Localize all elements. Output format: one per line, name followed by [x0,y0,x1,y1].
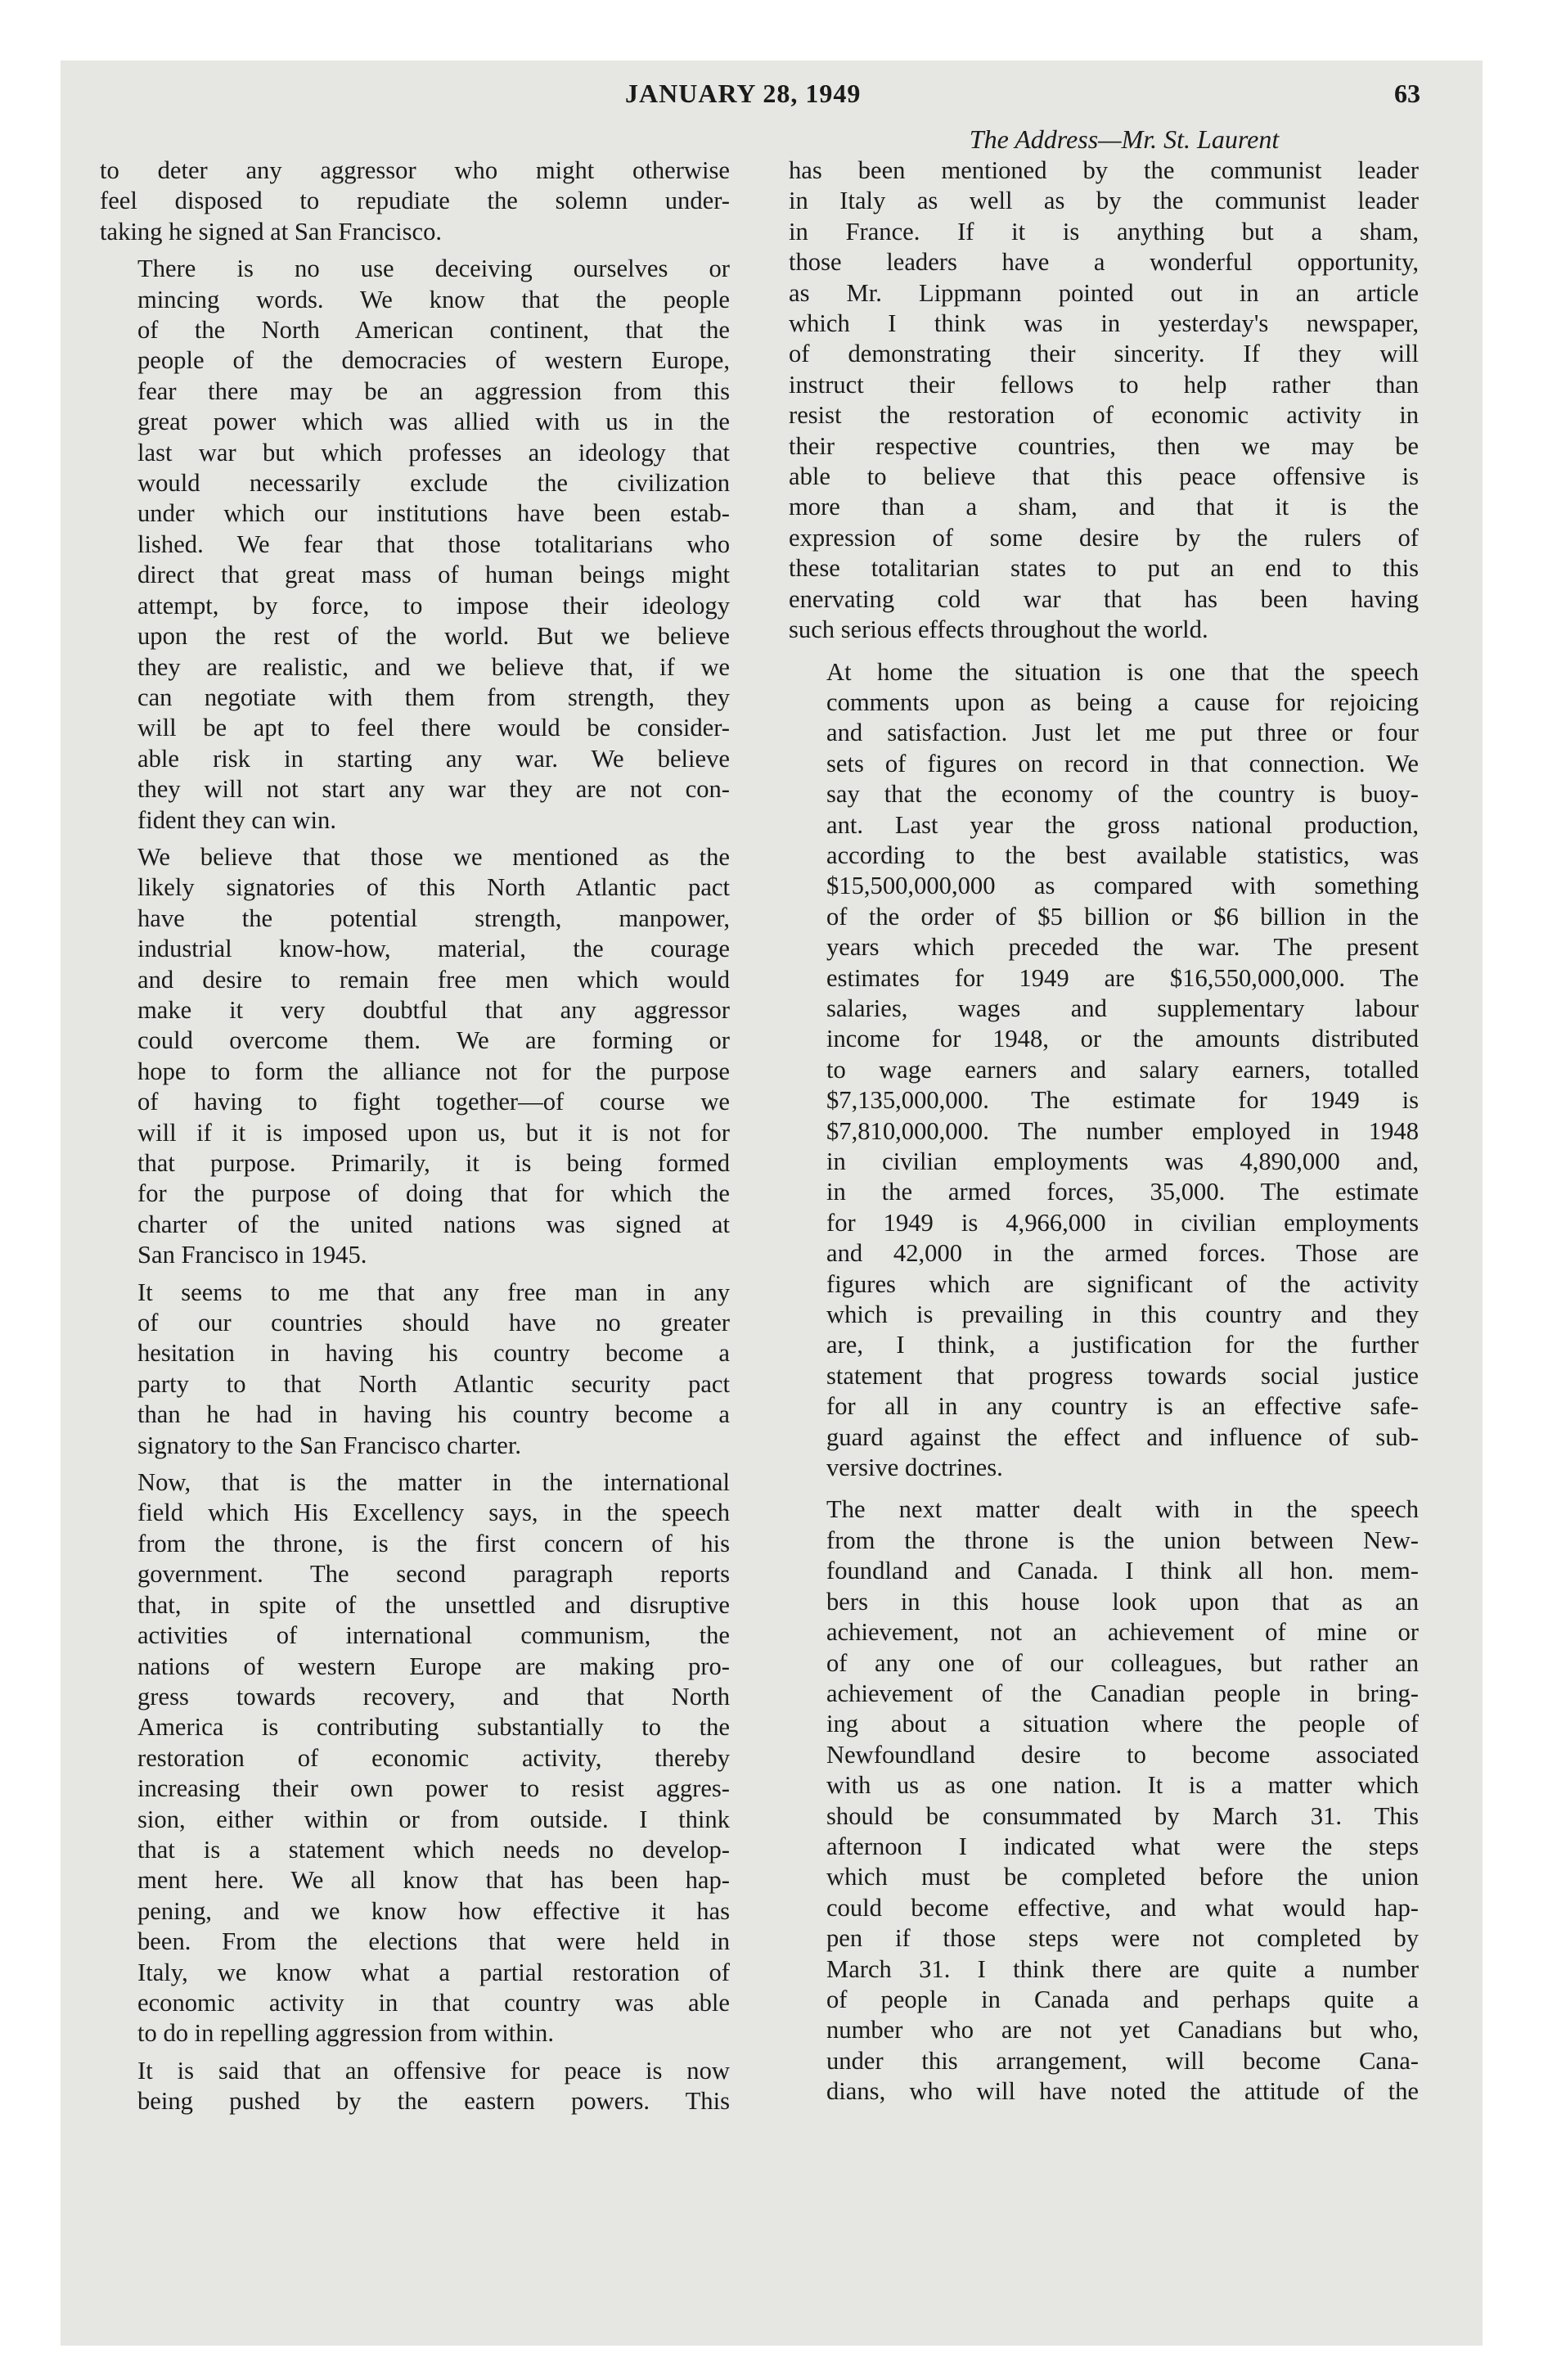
text-line: comments upon as being a cause for rejoicing [826,687,1419,716]
text-line: to wage earners and salary earners, totalled [826,1055,1419,1084]
text-line: can negotiate with them from strength, they [137,683,730,711]
text-line: to deter any aggressor who might otherwise [100,156,730,184]
text-line: industrial know-how, material, the courage [137,935,730,963]
text-line: attempt, by force, to impose their ideology [137,591,730,620]
text-line: say that the economy of the country is buoy- [826,780,1419,809]
text-line: last war but which professes an ideology that [137,438,730,467]
text-line: pening, and we know how effective it has [137,1896,730,1925]
text-line: increasing their own power to resist aggres- [137,1774,730,1803]
text-line: from the throne is the union between New- [826,1526,1419,1554]
text-line: according to the best available statistics, was [826,841,1419,869]
text-line: to do in repelling aggression from within. [137,2019,554,2048]
text-line: Now, that is the matter in the international [137,1468,730,1497]
text-line: under this arrangement, will become Cana- [826,2046,1419,2075]
text-line: sion, either within or from outside. I think [137,1805,730,1833]
text-line: of any one of our colleagues, but rather an [826,1648,1419,1677]
text-line: field which His Excellency says, in the speech [137,1499,730,1527]
text-line: in civilian employments was 4,890,000 and, [826,1147,1419,1175]
text-line: It seems to me that any free man in any [137,1278,730,1306]
text-line: could become effective, and what would hap- [826,1893,1419,1922]
text-line: nations of western Europe are making pro- [137,1652,730,1680]
page-number: 63 [1394,79,1420,108]
text-line: able risk in starting any war. We believe [137,744,730,773]
text-line: will if it is imposed upon us, but it is not for [137,1118,730,1147]
text-line: of our countries should have no greater [137,1309,730,1337]
text-line: lished. We fear that those totalitarians who [137,530,730,558]
text-line: income for 1948, or the amounts distributed [826,1025,1419,1053]
text-line: bers in this house look upon that as an [826,1587,1419,1616]
text-line: It is said that an offensive for peace is now [137,2056,730,2085]
section-heading: The Address—Mr. St. Laurent [969,124,1280,154]
text-line: afternoon I indicated what were the steps [826,1832,1419,1860]
paragraph [100,1467,730,2049]
text-line: likely signatories of this North Atlantic pact [137,873,730,902]
text-line: $15,500,000,000 as compared with something [826,872,1419,900]
text-line: dians, who will have noted the attitude of the [826,2077,1419,2106]
text-line: mincing words. We know that the people [137,285,730,313]
text-line: years which preceded the war. The present [826,933,1419,962]
text-line: fident they can win. [137,805,336,834]
paragraph [100,2056,730,2117]
text-line: Italy, we know what a partial restoration of [137,1958,730,1986]
text-line: with us as one nation. It is a matter which [826,1771,1419,1800]
text-line: their respective countries, then we may be [789,431,1419,460]
text-line: would necessarily exclude the civilization [137,469,730,498]
text-line: versive doctrines. [826,1454,1003,1482]
text-line: more than a sham, and that it is the [789,493,1419,521]
text-line: from the throne, is the first concern of his [137,1529,730,1557]
paragraph [789,1494,1419,2107]
text-line: should be consummated by March 31. This [826,1801,1419,1830]
text-line: fear there may be an aggression from this [137,376,730,405]
text-line: are, I think, a justification for the further [826,1331,1419,1359]
text-line: number who are not yet Canadians but who, [826,2016,1419,2044]
text-line: achievement of the Canadian people in bring- [826,1679,1419,1707]
text-line: Newfoundland desire to become associated [826,1740,1419,1769]
text-line: At home the situation is one that the speech [826,657,1419,686]
text-line: they will not start any war they are not con- [137,775,730,804]
running-head-date: JANUARY 28, 1949 [625,79,862,108]
text-line: taking he signed at San Francisco. [100,217,443,246]
text-line: for all in any country is an effective safe- [826,1392,1419,1421]
text-line: that, in spite of the unsettled and disruptive [137,1590,730,1619]
text-line: of the North American continent, that the [137,316,730,345]
text-line: ant. Last year the gross national production, [826,810,1419,839]
text-line: and 42,000 in the armed forces. Those are [826,1239,1419,1268]
text-line: activities of international communism, the [137,1621,730,1650]
paragraph [789,156,1419,646]
text-line: and desire to remain free men which would [137,965,730,994]
text-line: statement that progress towards social justice [826,1361,1419,1390]
text-line: these totalitarian states to put an end to this [789,554,1419,583]
text-line: ment here. We all know that has been hap- [137,1866,730,1895]
text-line: which I think was in yesterday's newspaper, [789,309,1419,338]
paragraph [100,156,730,247]
text-line: as Mr. Lippmann pointed out in an article [789,278,1419,307]
text-line: sets of figures on record in that connection. We [826,749,1419,778]
text-line: has been mentioned by the communist leader [789,156,1419,184]
text-line: which must be completed before the union [826,1863,1419,1891]
text-line: make it very doubtful that any aggressor [137,995,730,1024]
text-line: of people in Canada and perhaps quite a [826,1985,1419,2013]
text-line: in France. If it is anything but a sham, [789,217,1419,246]
text-line: feel disposed to repudiate the solemn under- [100,187,730,215]
left-column [100,156,730,2124]
text-line: economic activity in that country was able [137,1988,730,2017]
paragraph [100,254,730,836]
text-line: could overcome them. We are forming or [137,1026,730,1055]
text-line: direct that great mass of human beings might [137,561,730,589]
paragraph [100,842,730,1271]
text-line: and satisfaction. Just let me put three or four [826,719,1419,747]
text-line: estimates for 1949 are $16,550,000,000. The [826,963,1419,992]
text-line: they are realistic, and we believe that, if we [137,652,730,681]
text-line: signatory to the San Francisco charter. [137,1431,521,1459]
text-line: enervating cold war that has been having [789,584,1419,613]
text-line: gress towards recovery, and that North [137,1682,730,1711]
right-column [789,156,1419,2114]
text-line: $7,810,000,000. The number employed in 1948 [826,1116,1419,1145]
text-line: figures which are significant of the activity [826,1269,1419,1298]
text-line: government. The second paragraph reports [137,1560,730,1589]
text-line: party to that North Atlantic security pact [137,1369,730,1398]
text-line: for the purpose of doing that for which the [137,1179,730,1208]
text-line: expression of some desire by the rulers of [789,523,1419,552]
text-line: of demonstrating their sincerity. If they will [789,340,1419,368]
text-line: achievement, not an achievement of mine or [826,1618,1419,1647]
text-line: pen if those steps were not completed by [826,1924,1419,1953]
text-line: such serious effects throughout the world. [789,615,1208,644]
text-line: There is no use deceiving ourselves or [137,255,730,283]
text-line: which is prevailing in this country and they [826,1300,1419,1329]
text-line: America is contributing substantially to the [137,1713,730,1742]
text-line: hope to form the alliance not for the purpose [137,1057,730,1085]
text-line: under which our institutions have been estab- [137,499,730,528]
text-line: We believe that those we mentioned as the [137,842,730,871]
text-line: ing about a situation where the people of [826,1710,1419,1738]
text-line: will be apt to feel there would be consider- [137,714,730,742]
text-line: hesitation in having his country become a [137,1339,730,1368]
text-line: of the order of $5 billion or $6 billion in the [826,902,1419,931]
text-line: San Francisco in 1945. [137,1241,367,1269]
text-line: charter of the united nations was signed at [137,1210,730,1238]
text-line: people of the democracies of western Europe, [137,346,730,375]
text-line: in Italy as well as by the communist leader [789,187,1419,215]
text-line: $7,135,000,000. The estimate for 1949 is [826,1086,1419,1115]
paragraph [789,657,1419,1484]
text-line: have the potential strength, manpower, [137,904,730,932]
text-line: that purpose. Primarily, it is being formed [137,1149,730,1177]
text-line: foundland and Canada. I think all hon. mem- [826,1557,1419,1585]
text-line: salaries, wages and supplementary labour [826,994,1419,1022]
text-line: that is a statement which needs no develop- [137,1835,730,1864]
text-line: upon the rest of the world. But we believe [137,622,730,651]
text-line: The next matter dealt with in the speech [826,1495,1419,1524]
text-line: being pushed by the eastern powers. This [137,2087,730,2116]
text-line: than he had in having his country become a [137,1400,730,1429]
paragraph [100,1278,730,1461]
text-line: restoration of economic activity, thereby [137,1743,730,1772]
text-line: guard against the effect and influence of sub- [826,1422,1419,1451]
text-line: resist the restoration of economic activity in [789,401,1419,430]
text-line: of having to fight together—of course we [137,1088,730,1116]
text-line: March 31. I think there are quite a number [826,1954,1419,1983]
text-line: great power which was allied with us in the [137,408,730,436]
text-line: those leaders have a wonderful opportunity, [789,248,1419,277]
text-line: able to believe that this peace offensive is [789,462,1419,491]
text-line: instruct their fellows to help rather than [789,370,1419,399]
text-line: for 1949 is 4,966,000 in civilian employments [826,1208,1419,1237]
text-line: been. From the elections that were held in [137,1927,730,1956]
text-line: in the armed forces, 35,000. The estimate [826,1178,1419,1206]
